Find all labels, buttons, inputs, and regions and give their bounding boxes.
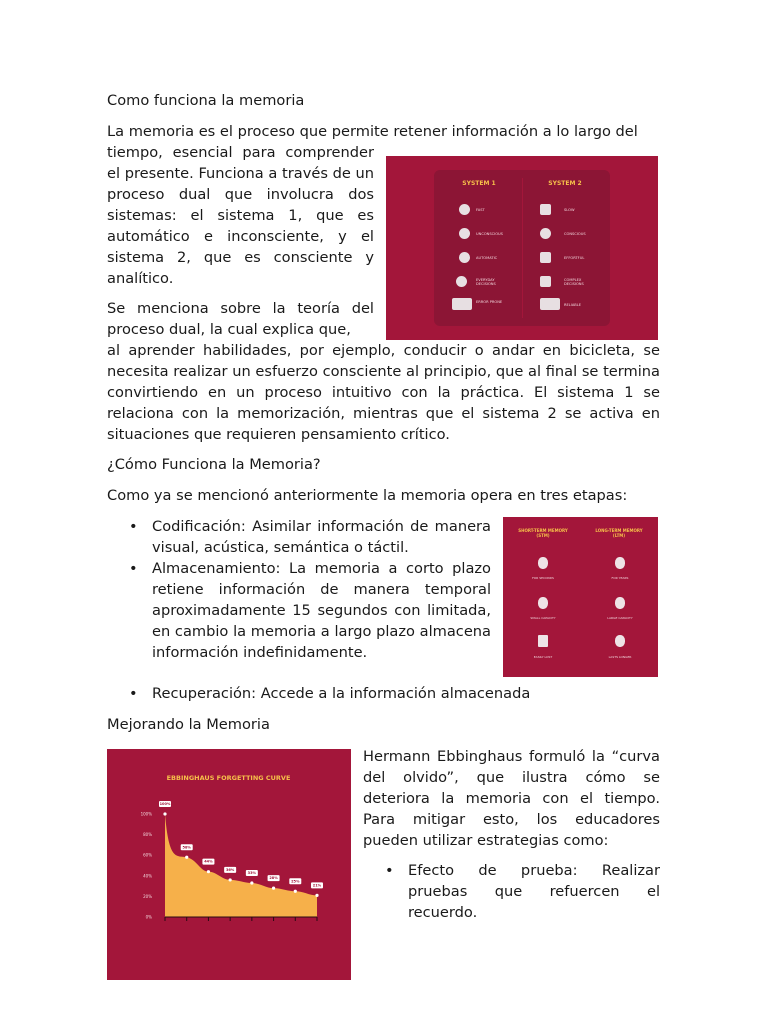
brain-icon bbox=[459, 228, 470, 239]
math-blocks-icon bbox=[452, 298, 472, 310]
y-tick-label: 100% bbox=[140, 811, 152, 817]
data-point bbox=[294, 890, 297, 893]
system-2-item: COMPLEX DECISIONS bbox=[564, 278, 584, 286]
stopwatch-icon bbox=[459, 204, 470, 215]
stm-item: SMALL CAPACITY bbox=[530, 616, 556, 620]
system-2-item: EFFORTFUL bbox=[564, 256, 585, 260]
system-1-item: UNCONSCIOUS bbox=[476, 232, 503, 236]
section-title-memoria: Como funciona la memoria bbox=[107, 92, 305, 109]
list-item bbox=[107, 558, 491, 663]
turtle-icon bbox=[540, 204, 551, 215]
list-item bbox=[107, 683, 567, 704]
data-point bbox=[272, 887, 275, 890]
list-item bbox=[107, 516, 491, 558]
brain-icon bbox=[615, 635, 625, 647]
list-item bbox=[363, 860, 660, 923]
clock-icon bbox=[615, 597, 625, 609]
chart-plot bbox=[107, 749, 351, 980]
signpost-icon bbox=[540, 276, 551, 287]
stm-item: FOR SECONDS bbox=[532, 576, 554, 580]
data-label: 25% bbox=[291, 879, 300, 884]
system-2-heading: SYSTEM 2 bbox=[548, 180, 582, 187]
stages-intro: Como ya se mencionó anteriormente la memoria opera en tres etapas: bbox=[107, 487, 628, 504]
ltm-item: LASTS LONGER bbox=[608, 655, 632, 659]
system-1-heading: SYSTEM 1 bbox=[462, 180, 496, 187]
food-icon bbox=[456, 276, 467, 287]
brain-lit-icon bbox=[540, 228, 551, 239]
section-title-mejorando: Mejorando la Memoria bbox=[107, 716, 270, 733]
system-2-item: CONSCIOUS bbox=[564, 232, 586, 236]
system-1-item: AUTOMATIC bbox=[476, 256, 498, 260]
document-icon bbox=[538, 635, 548, 647]
data-point bbox=[185, 856, 188, 859]
stm-heading: SHORT-TERM MEMORY (STM) bbox=[518, 528, 568, 538]
forgetting-curve-chart bbox=[107, 749, 351, 980]
data-label: 58% bbox=[182, 845, 191, 850]
chart-title: EBBINGHAUS FORGETTING CURVE bbox=[166, 774, 291, 782]
data-point bbox=[315, 894, 318, 897]
ltm-item: FOR YEARS bbox=[611, 576, 629, 580]
data-label: 36% bbox=[225, 867, 235, 872]
data-point bbox=[250, 881, 253, 884]
data-label: 33% bbox=[247, 871, 257, 876]
data-point bbox=[207, 870, 210, 873]
data-label: 28% bbox=[269, 876, 278, 881]
paragraph-1-body: tiempo, esencial para comprender el presente. Funciona a través de un proceso dual que involucra dos sistemas: el sistema 1, que es automático e inconsciente, y el sistema 2, que es consciente y analítico. bbox=[107, 144, 374, 287]
ltm-heading: LONG-TERM MEMORY (LTM) bbox=[595, 528, 643, 538]
y-tick-label: 20% bbox=[143, 893, 152, 899]
system-2-item: RELIABLE bbox=[564, 303, 582, 307]
ltm-item: LARGE CAPACITY bbox=[607, 616, 633, 620]
system-1-item: EVERYDAY DECISIONS bbox=[476, 278, 496, 286]
paragraph-2-body: al aprender habilidades, por ejemplo, conducir o andar en bicicleta, se necesita realizar un esfuerzo consciente al principio, que al final se termina convirtiendo en un proceso intuitivo con la práctica. El sistema 1 se relaciona con la memorización, mientras que el sistema 2 se activa en situaciones que requieren pensamiento crítico. bbox=[107, 342, 660, 443]
system-1-item: ERROR PRONE bbox=[476, 300, 503, 304]
ebbinghaus-paragraph: Hermann Ebbinghaus formuló la “curva del olvido”, que ilustra cómo se deteriora la memoria con el tiempo. Para mitigar esto, los educadores pueden utilizar estrategias como: bbox=[363, 748, 660, 849]
head-icon bbox=[538, 557, 548, 569]
bullet-recuperacion: Recuperación: Accede a la información almacenada bbox=[152, 685, 531, 702]
paragraph-1-line-1: La memoria es el proceso que permite retener información a lo largo del bbox=[107, 123, 638, 140]
stm-ltm-figure bbox=[503, 517, 658, 677]
data-point bbox=[229, 878, 232, 881]
pickaxe-icon bbox=[540, 252, 551, 263]
y-tick-label: 60% bbox=[143, 852, 152, 858]
strategies-list bbox=[363, 860, 660, 923]
head-icon bbox=[615, 557, 625, 569]
y-tick-label: 40% bbox=[143, 873, 152, 879]
stages-list-last bbox=[107, 683, 567, 704]
data-label: 21% bbox=[312, 883, 322, 888]
system-2-item: SLOW bbox=[564, 208, 575, 212]
stm-item: EASILY LOST bbox=[533, 655, 553, 659]
clock-icon bbox=[538, 597, 548, 609]
panel-divider bbox=[522, 178, 523, 318]
check-blocks-icon bbox=[540, 298, 560, 310]
data-point bbox=[163, 812, 166, 815]
gears-icon bbox=[459, 252, 470, 263]
section-title-como-funciona: ¿Cómo Funciona la Memoria? bbox=[107, 456, 321, 473]
bullet-codificacion: Codificación: Asimilar información de manera visual, acústica, semántica o táctil. bbox=[152, 518, 491, 556]
dual-system-figure bbox=[386, 156, 658, 340]
bullet-efecto-prueba: Efecto de prueba: Realizar pruebas que refuercen el recuerdo. bbox=[408, 862, 660, 921]
bullet-almacenamiento: Almacenamiento: La memoria a corto plazo retiene información de manera temporal aproximadamente 15 segundos con limitada, en cambio la memoria a largo plazo almacena información indefinidamente. bbox=[152, 560, 491, 661]
systems-panel bbox=[434, 170, 610, 326]
y-tick-label: 0% bbox=[145, 914, 152, 920]
stages-list bbox=[107, 516, 491, 663]
system-1-item: FAST bbox=[476, 208, 485, 212]
y-tick-label: 80% bbox=[143, 832, 152, 838]
paragraph-2-line-1: Se menciona sobre la teoría del proceso dual, la cual explica que, bbox=[107, 300, 374, 338]
data-label: 44% bbox=[204, 859, 213, 864]
curve-area bbox=[165, 814, 317, 917]
data-label: 100% bbox=[159, 802, 171, 806]
